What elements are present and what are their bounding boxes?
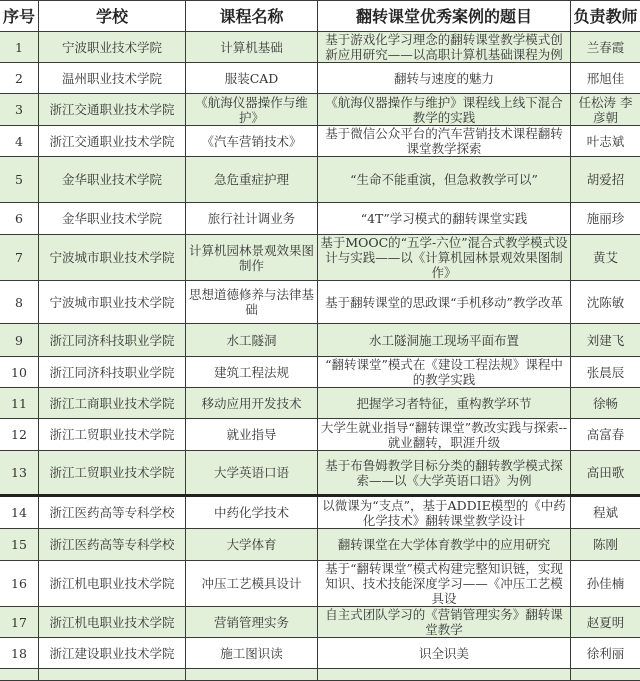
cell-school: 浙江建设职业技术学院	[39, 638, 186, 669]
cell-index: 3	[0, 94, 39, 126]
header-case-title: 翻转课堂优秀案例的题目	[318, 1, 571, 32]
cell-school: 浙江机电职业技术学院	[39, 607, 186, 638]
cell-course: 思想道德修养与法律基础	[186, 281, 318, 324]
cell-school: 浙江同济科技职业学院	[39, 357, 186, 388]
cell-course: 冲压工艺模具设计	[186, 561, 318, 607]
cell-teacher: 刘建飞	[571, 324, 640, 357]
cell-school: 浙江医药高等专科学校	[39, 496, 186, 529]
cell-school: 浙江交通职业技术学院	[39, 126, 186, 157]
cell-case-title: 基于微信公众平台的汽车营销技术课程翻转课堂教学探索	[318, 126, 571, 157]
cell-course: 大学体育	[186, 529, 318, 561]
cell-teacher: 任松涛 李彦朝	[571, 94, 640, 126]
cell-case-title: 基于“翻转课堂”模式构建完整知识链，实现知识、技术技能深度学习——《冲压工艺模具设	[318, 561, 571, 607]
table-row	[0, 357, 640, 388]
cell-case-title: 基于MOOC的“五学-六位”混合式教学模式设计与实践——以《计算机园林景观效果图制作》	[318, 235, 571, 281]
cell-teacher: 邢旭佳	[571, 63, 640, 94]
cell-empty	[0, 669, 39, 681]
cell-case-title: “翻转课堂”模式在《建设工程法规》课程中的教学实践	[318, 357, 571, 388]
cell-case-title: 基于布鲁姆教学目标分类的翻转教学模式探索——以《大学英语口语》为例	[318, 451, 571, 496]
cell-empty	[186, 669, 318, 681]
cell-school: 浙江工贸职业技术学院	[39, 419, 186, 451]
cell-school: 宁波城市职业技术学院	[39, 235, 186, 281]
table-row	[0, 63, 640, 94]
table-row	[0, 388, 640, 419]
cell-course: 营销管理实务	[186, 607, 318, 638]
cell-index: 2	[0, 63, 39, 94]
cell-teacher: 程斌	[571, 496, 640, 529]
table-row	[0, 324, 640, 357]
cell-teacher: 高富春	[571, 419, 640, 451]
cell-school: 浙江工商职业技术学院	[39, 388, 186, 419]
cell-course: 服装CAD	[186, 63, 318, 94]
cell-course: 急危重症护理	[186, 157, 318, 203]
cell-index: 16	[0, 561, 39, 607]
cell-course: 施工图识读	[186, 638, 318, 669]
cell-school: 宁波职业技术学院	[39, 32, 186, 63]
cell-school: 温州职业技术学院	[39, 63, 186, 94]
cell-course: 《汽车营销技术》	[186, 126, 318, 157]
cell-course: 计算机园林景观效果图制作	[186, 235, 318, 281]
cell-empty	[39, 669, 186, 681]
cell-case-title: “生命不能重演，但急救教学可以”	[318, 157, 571, 203]
table-row	[0, 607, 640, 638]
cell-teacher: 徐利丽	[571, 638, 640, 669]
header-teacher: 负责教师	[571, 1, 640, 32]
cell-case-title: 把握学习者特征，重构教学环节	[318, 388, 571, 419]
table-row	[0, 529, 640, 561]
cell-teacher: 赵夏明	[571, 607, 640, 638]
table-row	[0, 126, 640, 157]
cell-case-title: “4T”学习模式的翻转课堂实践	[318, 203, 571, 235]
table-row	[0, 561, 640, 607]
table-row	[0, 203, 640, 235]
cell-school: 浙江医药高等专科学校	[39, 529, 186, 561]
cell-index: 14	[0, 496, 39, 529]
header-school: 学校	[39, 1, 186, 32]
cell-teacher: 叶志斌	[571, 126, 640, 157]
header-row	[0, 1, 640, 32]
cell-case-title: 翻转课堂在大学体育教学中的应用研究	[318, 529, 571, 561]
cell-teacher: 沈陈敏	[571, 281, 640, 324]
cell-teacher: 孙佳楠	[571, 561, 640, 607]
cell-index: 9	[0, 324, 39, 357]
table-row	[0, 235, 640, 281]
header-course: 课程名称	[186, 1, 318, 32]
cell-index: 15	[0, 529, 39, 561]
cell-teacher: 陈刚	[571, 529, 640, 561]
cell-school: 浙江工贸职业技术学院	[39, 451, 186, 496]
cell-index: 7	[0, 235, 39, 281]
table-row	[0, 669, 640, 681]
cell-index: 4	[0, 126, 39, 157]
cell-index: 11	[0, 388, 39, 419]
cell-course: 旅行社计调业务	[186, 203, 318, 235]
cell-index: 5	[0, 157, 39, 203]
cell-case-title: 水工隧洞施工现场平面布置	[318, 324, 571, 357]
cell-teacher: 徐畅	[571, 388, 640, 419]
cell-teacher: 黄艾	[571, 235, 640, 281]
table-row	[0, 281, 640, 324]
cell-school: 金华职业技术学院	[39, 157, 186, 203]
table-row	[0, 157, 640, 203]
cell-course: 水工隧洞	[186, 324, 318, 357]
cell-case-title: 翻转与速度的魅力	[318, 63, 571, 94]
cell-course: 《航海仪器操作与维护》	[186, 94, 318, 126]
cell-case-title: 《航海仪器操作与维护》课程线上线下混合教学的实践	[318, 94, 571, 126]
table-row	[0, 419, 640, 451]
table-row	[0, 94, 640, 126]
cell-teacher: 施丽珍	[571, 203, 640, 235]
cell-course: 移动应用开发技术	[186, 388, 318, 419]
cell-index: 12	[0, 419, 39, 451]
cell-empty	[571, 669, 640, 681]
cell-course: 计算机基础	[186, 32, 318, 63]
cell-course: 建筑工程法规	[186, 357, 318, 388]
cell-course: 中药化学技术	[186, 496, 318, 529]
cell-school: 宁波城市职业技术学院	[39, 281, 186, 324]
cell-school: 浙江机电职业技术学院	[39, 561, 186, 607]
cell-index: 10	[0, 357, 39, 388]
cell-school: 浙江同济科技职业学院	[39, 324, 186, 357]
cell-case-title: 以微课为“支点”，基于ADDIE模型的《中药化学技术》翻转课堂教学设计	[318, 496, 571, 529]
table-row	[0, 638, 640, 669]
cell-index: 8	[0, 281, 39, 324]
table-row	[0, 451, 640, 496]
cell-teacher: 张晨辰	[571, 357, 640, 388]
cell-case-title: 识全识美	[318, 638, 571, 669]
cell-teacher: 高田歌	[571, 451, 640, 496]
cell-school: 浙江交通职业技术学院	[39, 94, 186, 126]
cell-index: 6	[0, 203, 39, 235]
table-row	[0, 32, 640, 63]
cell-course: 大学英语口语	[186, 451, 318, 496]
cell-index: 13	[0, 451, 39, 496]
cell-index: 17	[0, 607, 39, 638]
header-index: 序号	[0, 1, 39, 32]
cell-case-title: 基于翻转课堂的思政课“手机移动”教学改革	[318, 281, 571, 324]
cell-teacher: 兰春霞	[571, 32, 640, 63]
cell-course: 就业指导	[186, 419, 318, 451]
cell-teacher: 胡爱招	[571, 157, 640, 203]
cell-index: 1	[0, 32, 39, 63]
cell-case-title: 基于游戏化学习理念的翻转课堂教学模式创新应用研究——以高职计算机基础课程为例	[318, 32, 571, 63]
cell-index: 18	[0, 638, 39, 669]
cell-case-title: 自主式团队学习的《营销管理实务》翻转课堂教学	[318, 607, 571, 638]
table-row	[0, 496, 640, 529]
cell-empty	[318, 669, 571, 681]
cell-case-title: 大学生就业指导“翻转课堂”教改实践与探索--就业翻转，职涯升级	[318, 419, 571, 451]
cell-school: 金华职业技术学院	[39, 203, 186, 235]
